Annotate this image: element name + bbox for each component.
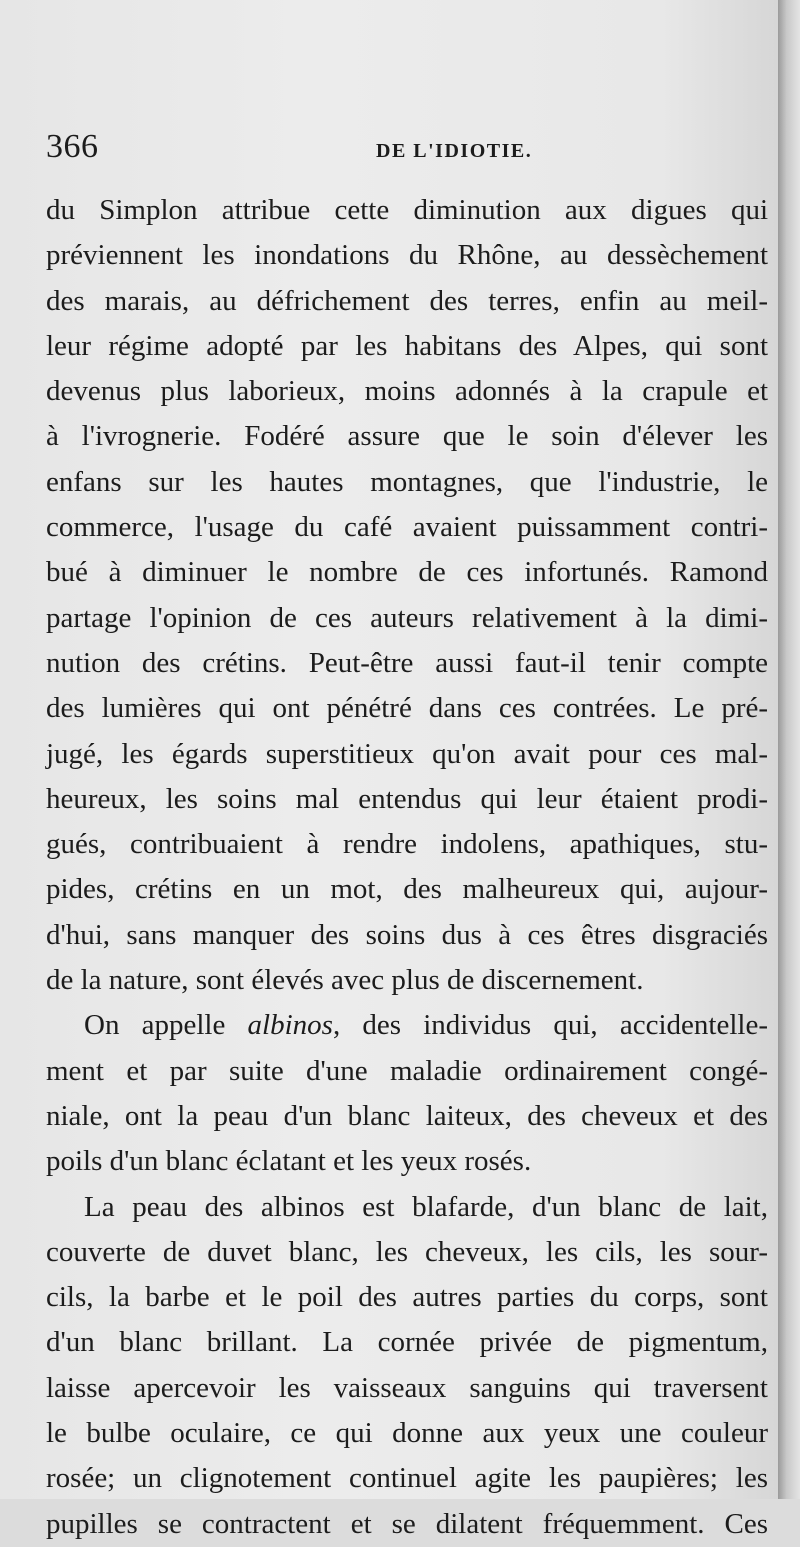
paragraph-idiotie-decline xyxy=(46,188,768,1003)
text-run: , des individus qui, accidentelle- xyxy=(332,1009,768,1042)
paragraph-albinos-skin xyxy=(46,1185,768,1547)
text-line: d'un blanc brillant. La cornée privée de pigmentum, xyxy=(46,1326,768,1359)
text-line: ment et par suite d'une maladie ordinairement congé- xyxy=(46,1054,768,1087)
text-line: d'hui, sans manquer des soins dus à ces êtres disgraciés xyxy=(46,918,768,951)
text-line: poils d'un blanc éclatant et les yeux rosés. xyxy=(46,1145,532,1178)
italic-term: albinos xyxy=(247,1009,333,1042)
paragraph-albinos-definition xyxy=(46,1003,768,1184)
page-number: 366 xyxy=(46,128,99,165)
text-line: enfans sur les hautes montagnes, que l'industrie, le xyxy=(46,465,768,498)
text-line: niale, ont la peau d'un blanc laiteux, des cheveux et des xyxy=(46,1099,768,1132)
body-text xyxy=(46,188,768,1547)
text-line: devenus plus laborieux, moins adonnés à la crapule et xyxy=(46,375,768,408)
text-line: des lumières qui ont pénétré dans ces contrées. Le pré- xyxy=(46,692,768,725)
page-gutter-shadow xyxy=(778,0,800,1499)
text-line: gués, contribuaient à rendre indolens, apathiques, stu- xyxy=(46,828,768,861)
text-line: commerce, l'usage du café avaient puissamment contri- xyxy=(46,511,768,544)
text-line: de la nature, sont élevés avec plus de discernement. xyxy=(46,964,644,997)
text-line: à l'ivrognerie. Fodéré assure que le soin d'élever les xyxy=(46,420,768,453)
text-line: du Simplon attribue cette diminution aux digues qui xyxy=(46,194,768,226)
text-line: heureux, les soins mal entendus qui leur étaient prodi- xyxy=(46,782,768,815)
text-line xyxy=(46,1003,768,1048)
page-header xyxy=(46,128,766,172)
text-line: bué à diminuer le nombre de ces infortunés. Ramond xyxy=(46,556,768,589)
text-line: préviennent les inondations du Rhône, au dessèchement xyxy=(46,239,768,272)
text-line: jugé, les égards superstitieux qu'on avait pour ces mal- xyxy=(46,737,768,770)
text-line: leur régime adopté par les habitans des Alpes, qui sont xyxy=(46,329,768,362)
text-line: pides, crétins en un mot, des malheureux qui, aujour- xyxy=(46,873,768,906)
text-line: des marais, au défrichement des terres, enfin au meil- xyxy=(46,284,768,317)
text-line: cils, la barbe et le poil des autres parties du corps, sont xyxy=(46,1281,768,1314)
text-line: couverte de duvet blanc, les cheveux, les cils, les sour- xyxy=(46,1235,768,1268)
text-line: le bulbe oculaire, ce qui donne aux yeux une couleur xyxy=(46,1417,768,1450)
text-line: La peau des albinos est blafarde, d'un blanc de lait, xyxy=(84,1190,768,1223)
text-line: partage l'opinion de ces auteurs relativement à la dimi- xyxy=(46,601,768,634)
running-title: DE L'IDIOTIE. xyxy=(376,140,533,162)
text-line: pupilles se contractent et se dilatent fréquemment. Ces xyxy=(46,1507,768,1540)
text-line: rosée; un clignotement continuel agite les paupières; les xyxy=(46,1462,768,1495)
text-run: On appelle xyxy=(84,1009,248,1042)
text-line: laisse apercevoir les vaisseaux sanguins qui traversent xyxy=(46,1371,768,1404)
text-line: nution des crétins. Peut-être aussi faut-il tenir compte xyxy=(46,646,768,679)
